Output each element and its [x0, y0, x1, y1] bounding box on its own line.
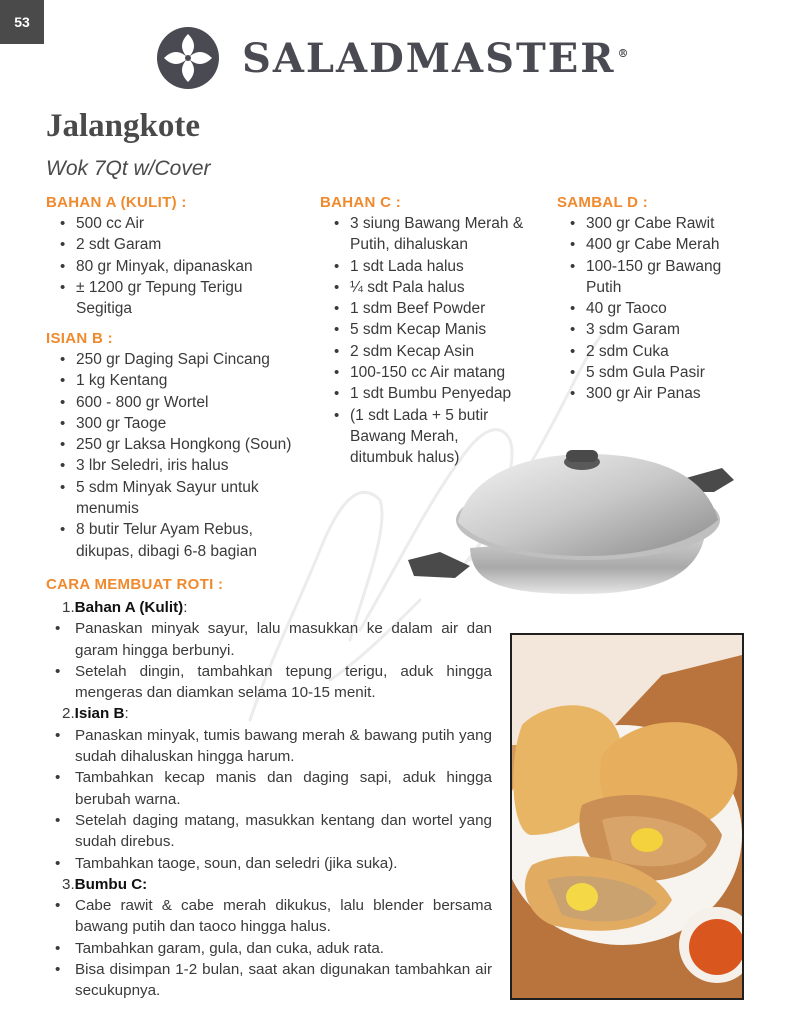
list-item: • ± 1200 gr Tepung Terigu Segitiga	[48, 277, 294, 320]
method-heading: CARA MEMBUAT ROTI :	[46, 576, 224, 593]
isian-b-list	[48, 349, 320, 562]
step-label: Bumbu C:	[74, 875, 148, 893]
step-bullets	[50, 725, 492, 874]
list-item: • 5 sdm Gula Pasir	[558, 362, 758, 383]
step-bullets	[50, 895, 492, 1001]
list-item: • 250 gr Daging Sapi Cincang	[48, 349, 320, 370]
list-item: • 500 cc Air	[48, 213, 294, 234]
registered-mark: ®	[617, 47, 631, 61]
isian-b-heading: ISIAN B :	[46, 330, 113, 347]
list-item: • 5 sdm Kecap Manis	[322, 319, 550, 340]
list-item: • Setelah daging matang, masukkan kentang dan wortel yang sudah direbus.	[50, 810, 492, 853]
page-number-badge: 53	[0, 0, 44, 44]
step-heading	[50, 874, 492, 895]
list-item: • 80 gr Minyak, dipanaskan	[48, 256, 294, 277]
list-item: • 3 sdm Garam	[558, 319, 758, 340]
list-item: • 2 sdm Kecap Asin	[322, 341, 550, 362]
step-suffix: :	[183, 599, 188, 616]
brand-name: SALADMASTER ®	[242, 34, 631, 82]
list-item: • 100-150 gr Bawang Putih	[558, 256, 738, 299]
list-item: • 300 gr Air Panas	[558, 383, 758, 404]
list-item: • (1 sdt Lada + 5 butir Bawang Merah, ditumbuk halus)	[322, 405, 510, 469]
sambal-d-heading: SAMBAL D :	[557, 194, 649, 211]
bahan-c-list	[322, 213, 550, 469]
list-item: • Panaskan minyak sayur, lalu masukkan ke dalam air dan garam hingga berbunyi.	[50, 618, 492, 661]
list-item: • 3 siung Bawang Merah & Putih, dihaluskan	[322, 213, 550, 256]
step-number: 2.	[62, 705, 75, 723]
list-item: • 1 sdm Beef Powder	[322, 298, 550, 319]
step-suffix: :	[124, 705, 129, 723]
list-item: • 40 gr Taoco	[558, 298, 758, 319]
list-item: • Tambahkan garam, gula, dan cuka, aduk rata.	[50, 938, 492, 959]
list-item: • Bisa disimpan 1-2 bulan, saat akan digunakan tambahkan air secukupnya.	[50, 959, 492, 1002]
list-item: • Tambahkan kecap manis dan daging sapi, aduk hingga berubah warna.	[50, 767, 492, 810]
list-item: • Setelah dingin, tambahkan tepung terigu, aduk hingga mengeras dan diamkan selama 10-15 menit.	[50, 661, 492, 704]
wok-product-image	[400, 448, 740, 598]
list-item: • 100-150 cc Air matang	[322, 362, 550, 383]
list-item: • 2 sdm Cuka	[558, 341, 758, 362]
jalangkote-photo-illustration	[512, 635, 742, 998]
bahan-c-heading: BAHAN C :	[320, 194, 402, 211]
sambal-d-list	[558, 213, 758, 405]
list-item: • 3 lbr Seledri, iris halus	[48, 455, 320, 476]
list-item: • Tambahkan taoge, soun, dan seledri (jika suka).	[50, 853, 492, 874]
brand-header	[156, 26, 630, 90]
step-number: 3.	[62, 875, 75, 893]
list-item: • Panaskan minyak, tumis bawang merah & bawang putih yang sudah dihaluskan hingga harum.	[50, 725, 492, 768]
list-item: • 600 - 800 gr Wortel	[48, 392, 320, 413]
list-item: • 250 gr Laksa Hongkong (Soun)	[48, 434, 320, 455]
step-heading	[50, 597, 492, 618]
list-item: • Cabe rawit & cabe merah dikukus, lalu blender bersama bawang putih dan taoco hingga halus.	[50, 895, 492, 938]
list-item: • 400 gr Cabe Merah	[558, 234, 758, 255]
step-label: Isian B	[74, 705, 125, 723]
bahan-a-heading: BAHAN A (KULIT) :	[46, 194, 187, 211]
step-number: 1.	[62, 599, 75, 616]
list-item: • 1 kg Kentang	[48, 370, 320, 391]
list-item: • 300 gr Cabe Rawit	[558, 213, 758, 234]
list-item: • 1 sdt Lada halus	[322, 256, 550, 277]
list-item: • 5 sdm Minyak Sayur untuk menumis	[48, 477, 296, 520]
list-item: • 8 butir Telur Ayam Rebus, dikupas, dibagi 6-8 bagian	[48, 519, 312, 562]
list-item: • 300 gr Taoge	[48, 413, 320, 434]
step-bullets	[50, 618, 492, 703]
step-heading	[50, 703, 492, 724]
list-item: • 2 sdt Garam	[48, 234, 294, 255]
method-steps	[50, 597, 492, 1002]
list-item: • ¼ sdt Pala halus	[322, 277, 550, 298]
step-label: Bahan A (Kulit)	[74, 599, 184, 616]
list-item: • 1 sdt Bumbu Penyedap	[322, 383, 550, 404]
saladmaster-logo-icon	[156, 26, 220, 90]
recipe-title: Jalangkote	[46, 108, 201, 144]
jalangkote-photo	[510, 633, 744, 1000]
recipe-subtitle: Wok 7Qt w/Cover	[46, 157, 211, 180]
bahan-a-list	[48, 213, 294, 319]
